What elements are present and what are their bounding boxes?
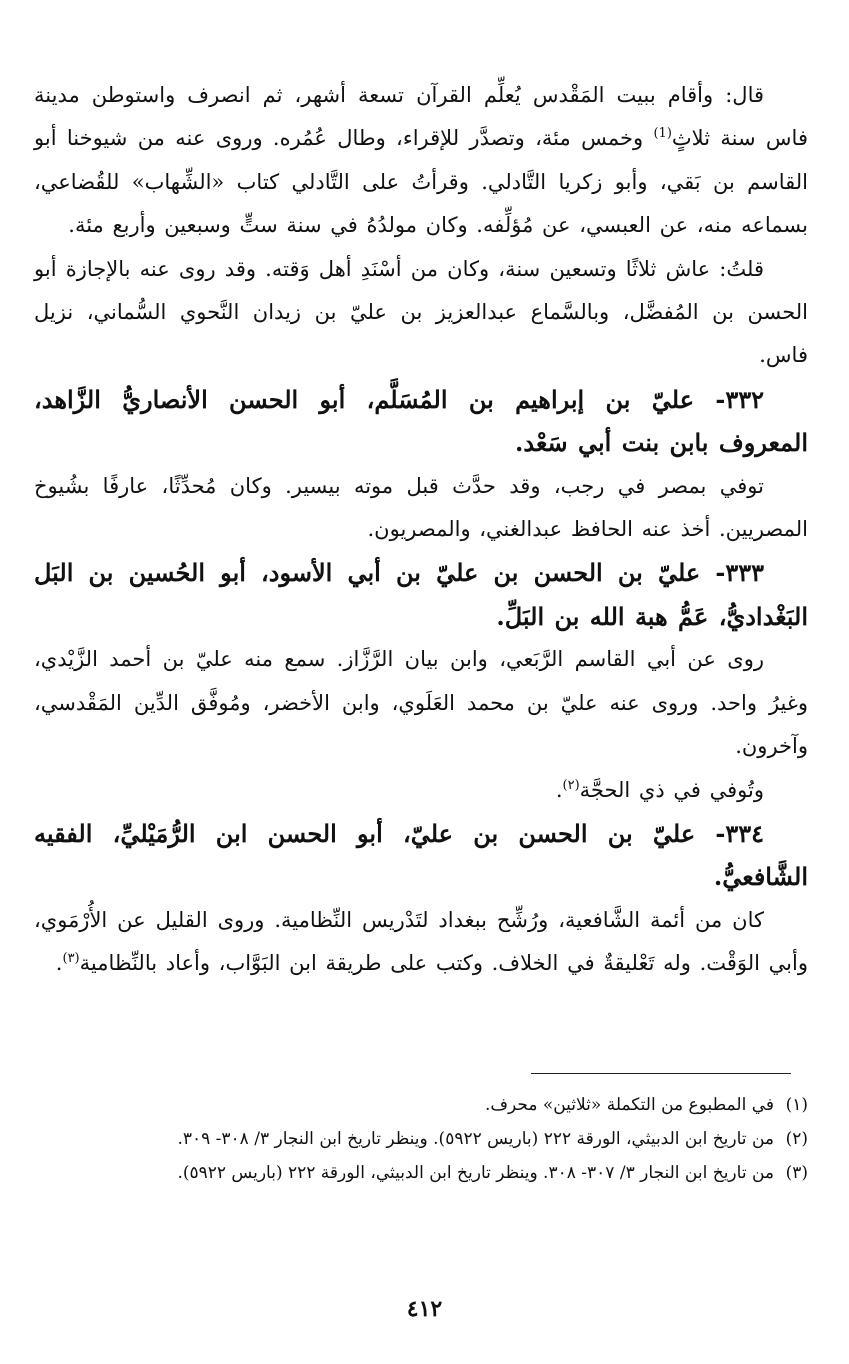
footnote-number: (٢) [785, 1129, 808, 1149]
paragraph-text: قال: وأقام ببيت المَقْدس يُعلِّم القرآن تسعة أشهر، ثم انصرف واستوطن مدينة فاس سنة ثلاثٍ [34, 83, 808, 151]
main-text [34, 74, 808, 986]
paragraph [34, 465, 808, 552]
paragraph [34, 248, 808, 378]
entry-heading-text: ٣٣٢- عليّ بن إبراهيم بن المُسَلَّم، أبو الحسن الأنصاريُّ الزَّاهد، المعروف بابن بنت أبي سَعْد. [34, 384, 808, 458]
entry-heading [34, 551, 808, 638]
page-number: ٤١٢ [406, 1296, 443, 1322]
entry-heading [34, 812, 808, 899]
paragraph [34, 769, 808, 812]
paragraph-text: روى عن أبي القاسم الرَّبَعي، وابن بيان الرَّزَّاز. سمع منه عليّ بن أحمد الزَّيْدي، وغيرُ واحد. وروى عنه عليّ بن محمد العَلَوي، وابن الأخضر، ومُوفَّق الدِّين المَقْدسي، وآخرون. [34, 647, 808, 759]
footnote [34, 1090, 808, 1121]
footnote-text: من تاريخ ابن الدبيثي، الورقة ٢٢٢ (باريس ٥٩٢٢). وينظر تاريخ ابن النجار ٣/ ٣٠٨- ٣٠٩. [177, 1129, 774, 1149]
footnote-text: في المطبوع من التكملة «ثلاثين» محرف. [484, 1095, 774, 1115]
footnote [34, 1124, 808, 1155]
paragraph-text: وتُوفي في ذي الحجَّة [579, 777, 764, 802]
footnote-ref: (1) [653, 126, 672, 142]
paragraph [34, 74, 808, 248]
footnote-number: (١) [785, 1095, 808, 1115]
paragraph-text: وخمس مئة، وتصدَّر للإقراء، وطال عُمُره. وروى عنه من شيوخنا أبو القاسم بن بَقي، وأبو زكريا التَّادلي. وقرأتُ على التَّادلي كتاب «الشِّهاب» للقُضاعي، بسماعه منه، عن العبسي، عن مُؤلِّفه. وكان مولدُهُ في سنة ستٍّ وسبعين وأربع مئة. [34, 126, 808, 238]
footnote-number: (٣) [785, 1163, 808, 1183]
paragraph [34, 638, 808, 768]
footnotes [34, 1090, 808, 1192]
entry-heading [34, 378, 808, 465]
footnote-divider [531, 1073, 791, 1074]
paragraph [34, 899, 808, 986]
footnote-ref: (٢) [562, 777, 580, 793]
paragraph-text: كان من أئمة الشَّافعية، ورُشِّح ببغداد لتَدْريس النِّظامية. وروى القليل عن الأُرْمَوي، وأبي الوَقْت. وله تَعْليقةٌ في الخلاف. وكتب على طريقة ابن البَوَّاب، وأعاد بالنِّظامية [34, 907, 808, 976]
paragraph-text: . [55, 951, 63, 976]
paragraph-text: . [555, 777, 563, 802]
entry-heading-text: ٣٣٣- عليّ بن الحسن بن عليّ بن أبي الأسود، أبو الحُسين بن البَل البَغْداديُّ، عَمُّ هبة الله بن البَلِّ. [34, 558, 808, 631]
footnote [34, 1158, 808, 1189]
footnote-ref: (٣) [62, 951, 80, 967]
entry-heading-text: ٣٣٤- عليّ بن الحسن بن عليّ، أبو الحسن ابن الرُّمَيْليِّ، الفقيه الشَّافعيُّ. [34, 818, 808, 892]
paragraph-text: توفي بمصر في رجب، وقد حدَّث قبل موته بيسير. وكان مُحدِّثًا، عارفًا بشُيوخ المصريين. أخذ عنه الحافظ عبدالغني، والمصريون. [34, 473, 808, 542]
paragraph-text: قلتُ: عاش ثلاثًا وتسعين سنة، وكان من أسْنَدِ أهل وَقته. وقد روى عنه بالإجازة أبو الحسن بن المُفضَّل، وبالسَّماع عبدالعزيز بن عليّ بن زيدان النَّحوي السُّماني، نزيل فاس. [34, 256, 808, 368]
footnote-text: من تاريخ ابن النجار ٣/ ٣٠٧- ٣٠٨. وينظر تاريخ ابن الدبيثي، الورقة ٢٢٢ (باريس ٥٩٢٢). [177, 1163, 774, 1183]
